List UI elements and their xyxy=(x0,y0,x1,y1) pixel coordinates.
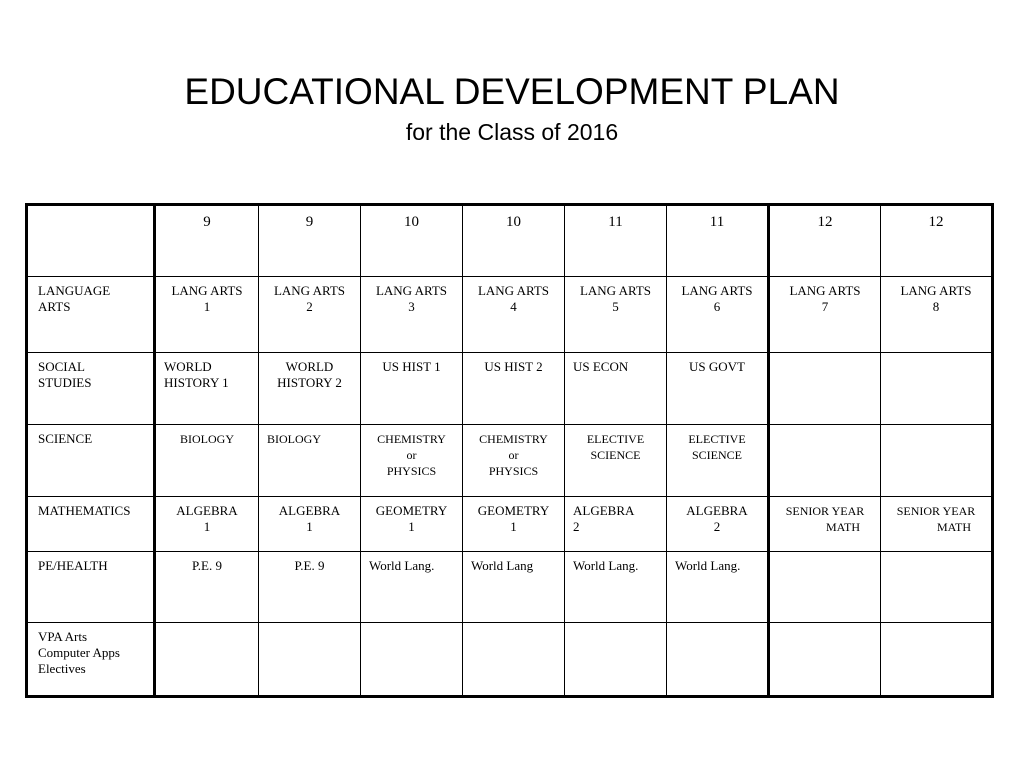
course-cell xyxy=(155,353,259,425)
course-text: PHYSICS xyxy=(386,464,437,478)
course-text: P.E. 9 xyxy=(294,558,325,573)
course-text: LANG ARTS xyxy=(171,283,243,298)
course-text: 1 xyxy=(408,519,415,534)
course-cell xyxy=(361,552,463,623)
course-text: PHYSICS xyxy=(488,464,539,478)
grade-header-cell: 9 xyxy=(259,205,361,277)
grade-header-cell: 11 xyxy=(667,205,769,277)
course-cell xyxy=(155,425,259,497)
course-cell xyxy=(565,425,667,497)
page-title: EDUCATIONAL DEVELOPMENT PLAN xyxy=(184,71,840,112)
course-cell xyxy=(769,425,881,497)
course-cell xyxy=(155,497,259,552)
course-cell xyxy=(259,623,361,697)
header-corner-cell xyxy=(27,205,155,277)
course-cell xyxy=(769,277,881,353)
course-text: 1 xyxy=(203,519,211,534)
course-cell xyxy=(667,552,769,623)
course-cell xyxy=(463,277,565,353)
course-text: P.E. 9 xyxy=(192,558,222,573)
grade-header-cell: 10 xyxy=(361,205,463,277)
course-text: GEOMETRY xyxy=(477,503,550,518)
subject-label-line: LANGUAGE xyxy=(38,283,111,298)
course-cell xyxy=(565,497,667,552)
course-cell xyxy=(881,623,993,697)
grade-header-cell: 12 xyxy=(881,205,993,277)
course-cell xyxy=(259,552,361,623)
course-text: 2 xyxy=(573,519,580,534)
course-text: MATH xyxy=(825,520,860,534)
course-text: 5 xyxy=(612,299,619,314)
course-cell xyxy=(769,353,881,425)
course-text: SENIOR YEAR xyxy=(896,504,976,518)
course-cell xyxy=(361,277,463,353)
table-row xyxy=(27,277,993,353)
subject-label-cell xyxy=(27,353,155,425)
course-cell xyxy=(259,425,361,497)
course-text: 8 xyxy=(932,299,940,314)
subject-label-cell xyxy=(27,497,155,552)
course-text: World Lang. xyxy=(573,558,639,573)
course-cell xyxy=(667,277,769,353)
plan-table xyxy=(25,203,994,698)
course-text: GEOMETRY xyxy=(375,503,448,518)
table-row xyxy=(27,552,993,623)
course-text: LANG ARTS xyxy=(579,283,652,298)
course-text: ELECTIVE xyxy=(586,432,645,446)
subject-label-line: PE/HEALTH xyxy=(38,558,108,573)
course-text: CHEMISTRY xyxy=(479,432,548,446)
course-cell xyxy=(769,623,881,697)
course-cell xyxy=(881,353,993,425)
subject-label-cell xyxy=(27,277,155,353)
table-row xyxy=(27,623,993,697)
course-text: World Lang. xyxy=(369,558,435,573)
subject-label-line: ARTS xyxy=(38,299,71,314)
course-text: 1 xyxy=(306,519,313,534)
course-text: 3 xyxy=(408,299,415,314)
course-text: BIOLOGY xyxy=(180,432,234,446)
course-text: LANG ARTS xyxy=(375,283,448,298)
course-text: LANG ARTS xyxy=(681,283,753,298)
course-cell xyxy=(667,353,769,425)
course-text: 2 xyxy=(306,299,313,314)
table-row xyxy=(27,497,993,552)
course-cell xyxy=(565,353,667,425)
course-cell xyxy=(565,552,667,623)
subject-label-line: VPA Arts xyxy=(38,629,88,644)
course-cell xyxy=(463,497,565,552)
course-text: ALGEBRA xyxy=(278,503,341,518)
course-text: HISTORY 2 xyxy=(277,375,342,390)
course-cell xyxy=(463,623,565,697)
course-text: 6 xyxy=(713,299,721,314)
table-row xyxy=(27,353,993,425)
course-cell xyxy=(667,623,769,697)
course-cell xyxy=(361,425,463,497)
subject-label-line: Electives xyxy=(38,661,86,676)
subject-label-line: SCIENCE xyxy=(38,431,93,446)
course-cell xyxy=(155,277,259,353)
course-cell xyxy=(259,497,361,552)
course-text: World Lang xyxy=(471,558,534,573)
course-cell xyxy=(361,353,463,425)
subject-label-cell xyxy=(27,552,155,623)
course-cell xyxy=(667,497,769,552)
table-row xyxy=(27,425,993,497)
course-text: US HIST 2 xyxy=(484,359,543,374)
course-text: or xyxy=(406,448,417,462)
course-cell xyxy=(769,552,881,623)
course-text: SENIOR YEAR xyxy=(785,504,865,518)
course-text: SCIENCE xyxy=(590,448,641,462)
course-cell xyxy=(881,425,993,497)
course-text: 4 xyxy=(510,299,517,314)
course-text: LANG ARTS xyxy=(900,283,972,298)
course-text: 2 xyxy=(713,519,721,534)
course-cell xyxy=(881,552,993,623)
course-cell xyxy=(565,623,667,697)
course-text: World Lang. xyxy=(675,558,741,573)
subject-label-cell xyxy=(27,425,155,497)
header-row xyxy=(27,205,993,277)
course-text: BIOLOGY xyxy=(267,432,321,446)
course-cell xyxy=(463,425,565,497)
course-cell xyxy=(155,552,259,623)
course-text: US ECON xyxy=(573,359,629,374)
course-text: SCIENCE xyxy=(691,448,742,462)
course-text: 1 xyxy=(203,299,211,314)
grade-header-cell: 11 xyxy=(565,205,667,277)
course-text: HISTORY 1 xyxy=(164,375,229,390)
course-cell xyxy=(881,277,993,353)
course-text: ALGEBRA xyxy=(176,503,238,518)
subject-label-line: STUDIES xyxy=(38,375,92,390)
course-text: 1 xyxy=(510,519,517,534)
course-text: ELECTIVE xyxy=(688,432,746,446)
course-cell xyxy=(667,425,769,497)
course-text: or xyxy=(508,448,519,462)
subject-label-cell xyxy=(27,623,155,697)
course-text: LANG ARTS xyxy=(789,283,861,298)
course-cell xyxy=(361,623,463,697)
course-text: 7 xyxy=(821,299,829,314)
grade-header-cell: 10 xyxy=(463,205,565,277)
course-cell xyxy=(155,623,259,697)
course-cell xyxy=(259,277,361,353)
course-cell xyxy=(259,353,361,425)
course-cell xyxy=(769,497,881,552)
course-text: WORLD xyxy=(164,359,212,374)
course-cell xyxy=(463,353,565,425)
course-text: MATH xyxy=(936,520,971,534)
subject-label-line: Computer Apps xyxy=(38,645,120,660)
course-text: LANG ARTS xyxy=(477,283,550,298)
course-text: US GOVT xyxy=(689,359,745,374)
course-text: CHEMISTRY xyxy=(377,432,446,446)
course-text: WORLD xyxy=(285,359,334,374)
course-text: US HIST 1 xyxy=(382,359,441,374)
page-subtitle: for the Class of 2016 xyxy=(405,119,619,145)
subject-label-line: SOCIAL xyxy=(38,359,85,374)
subject-label-line: MATHEMATICS xyxy=(38,503,131,518)
course-text: LANG ARTS xyxy=(273,283,346,298)
grade-header-cell: 9 xyxy=(155,205,259,277)
course-cell xyxy=(881,497,993,552)
course-text: ALGEBRA xyxy=(573,503,635,518)
grade-header-cell: 12 xyxy=(769,205,881,277)
course-cell xyxy=(565,277,667,353)
course-cell xyxy=(361,497,463,552)
course-cell xyxy=(463,552,565,623)
course-text: ALGEBRA xyxy=(686,503,748,518)
